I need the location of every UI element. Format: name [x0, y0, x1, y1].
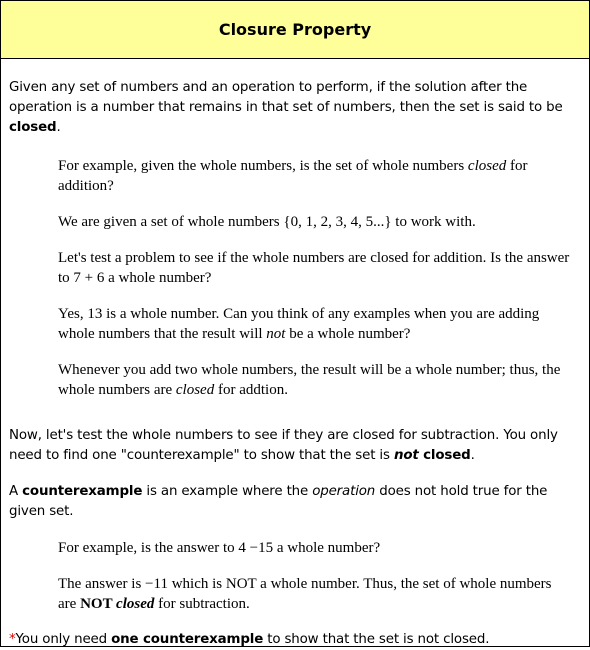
- conclusion-text: Whenever you add two whole numbers, the result will be a whole number; thus, the whole numbers are: [58, 362, 561, 398]
- answer-not: not: [266, 326, 286, 342]
- counterexample-definition: [9, 482, 583, 522]
- note-end: to show that the set is not closed.: [263, 632, 490, 647]
- definition-end: does not hold true for the given set.: [9, 484, 548, 519]
- example2-question: For example, is the answer to 4 −15 a whole number?: [58, 540, 381, 556]
- conclusion-end: for addtion.: [214, 382, 288, 398]
- intro-end: .: [56, 120, 61, 135]
- example1-set: We are given a set of whole numbers {0, 1, 2, 3, 4, 5...} to work with.: [58, 214, 476, 230]
- not-term: not: [393, 448, 419, 463]
- definition-mid: is an example where the: [142, 484, 313, 499]
- conclusion-closed: closed: [175, 382, 215, 398]
- example2-text: The answer is −11 which is NOT a whole number. Thus, the set of whole numbers are: [58, 576, 552, 612]
- note-paragraph: [9, 630, 583, 650]
- example1-test: Let's test a problem to see if the whole numbers are closed for addition. Is the answer to 7 + 6 a whole number?: [58, 250, 570, 286]
- answer-text: Yes, 13 is a whole number. Can you think of any examples when you are adding whole numbers that the result will: [58, 306, 540, 342]
- example2-answer: [9, 574, 583, 614]
- page-title: Closure Property: [1, 1, 589, 59]
- subtraction-text: Now, let's test the whole numbers to see if they are closed for subtraction. You only need to find one "counterexample" to show that the set is: [9, 428, 558, 463]
- note-pre: You only need: [15, 632, 112, 647]
- subtraction-paragraph: [9, 426, 583, 466]
- example1-end: for addition?: [58, 158, 528, 194]
- counterexample-term: counterexample: [22, 484, 143, 499]
- closed-bold: closed: [418, 448, 471, 463]
- closed-term: closed: [9, 120, 57, 135]
- example1-answer: [9, 304, 583, 344]
- intro-paragraph: [9, 78, 583, 138]
- answer-end: be a whole number?: [285, 326, 411, 342]
- example1-text: For example, given the whole numbers, is the set of whole numbers: [58, 158, 468, 174]
- body-text: [1, 78, 589, 650]
- subtraction-end: .: [470, 448, 475, 463]
- example2-end: for subtraction.: [154, 596, 250, 612]
- not-bold: NOT: [80, 596, 117, 612]
- operation-term: operation: [312, 484, 376, 499]
- closed-bold-italic: closed: [116, 596, 155, 612]
- definition-pre: A: [9, 484, 23, 499]
- note-bold: one counterexample: [111, 632, 264, 647]
- intro-text: Given any set of numbers and an operation to perform, if the solution after the operation is a number that remains in that set of numbers, then the set is said to be: [9, 80, 563, 115]
- example1-question: [9, 156, 583, 196]
- example1-conclusion: [9, 360, 583, 400]
- asterisk: *: [9, 632, 16, 647]
- example1-closed: closed: [467, 158, 507, 174]
